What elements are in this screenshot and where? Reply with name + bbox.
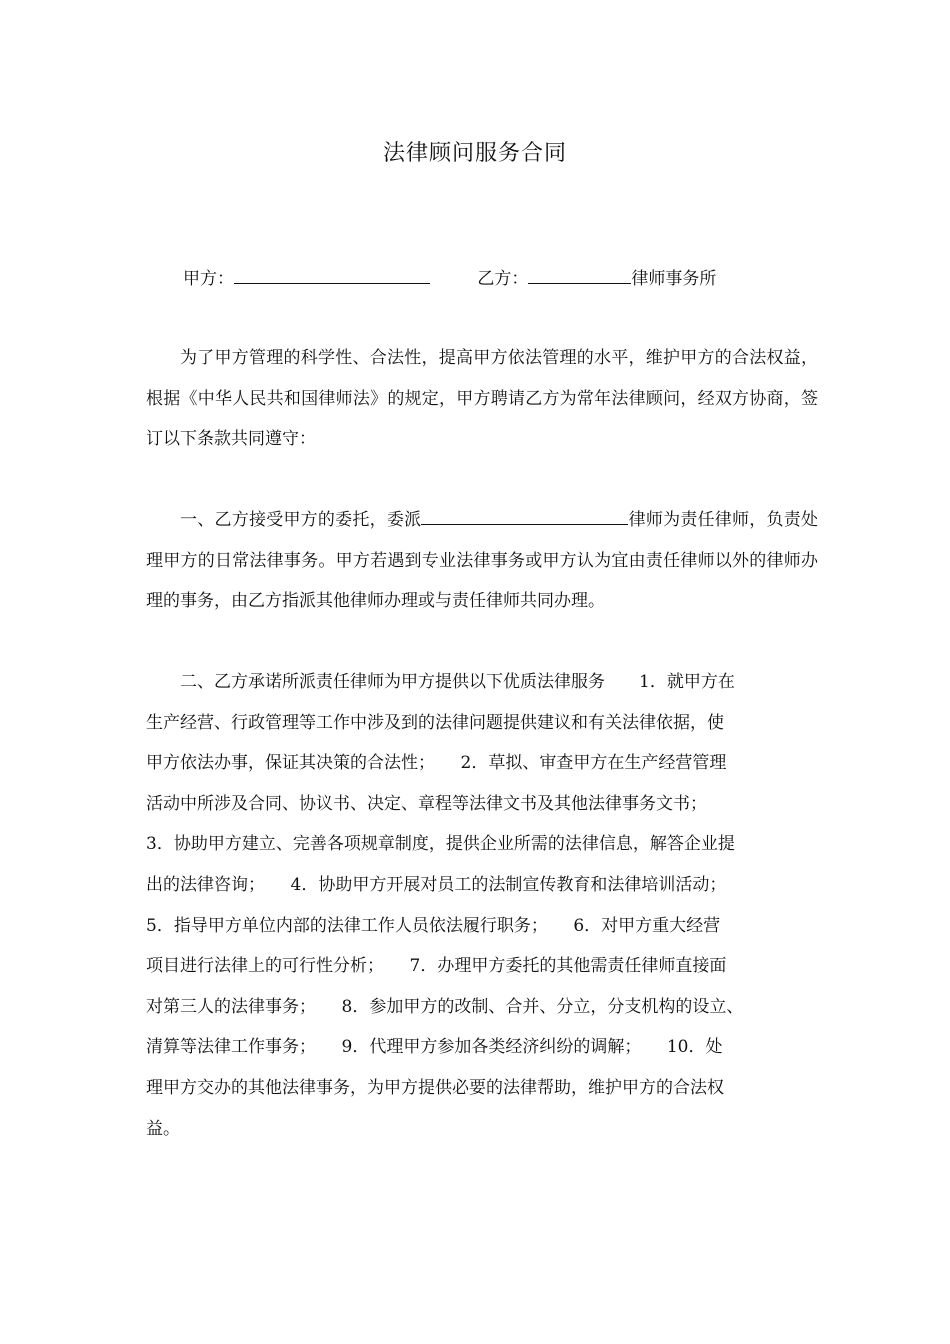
clause-2-line: 活动中所涉及合同、协议书、决定、章程等法律文书及其他法律事务文书； xyxy=(146,793,707,814)
clause-1-paragraph xyxy=(146,500,818,622)
clause-1-prefix: 一、乙方接受甲方的委托，委派 xyxy=(180,510,422,530)
clause-2-line: 生产经营、行政管理等工作中涉及到的法律问题提供建议和有关法律依据，使 xyxy=(146,712,724,733)
clause-2-line: 对第三人的法律事务； 8．参加甲方的改制、合并、分立，分支机构的设立、 xyxy=(146,996,744,1017)
document-title: 法律顾问服务合同 xyxy=(382,141,567,166)
clause-2-line: 甲方依法办事，保证其决策的合法性； 2．草拟、审查甲方在生产经营管理 xyxy=(146,753,727,774)
clause-2-line: 理甲方交办的其他法律事务，为甲方提供必要的法律帮助，维护甲方的合法权 xyxy=(146,1077,724,1098)
preamble-paragraph: 为了甲方管理的科学性、合法性，提高甲方依法管理的水平，维护甲方的合法权益，根据《中华人民共和国律师法》的规定，甲方聘请乙方为常年法律顾问，经双方协商，签订以下条款共同遵守： xyxy=(146,348,818,450)
responsible-lawyer-blank[interactable] xyxy=(421,503,628,525)
clause-2-line: 出的法律咨询； 4．协助甲方开展对员工的法制宣传教育和法律培训活动； xyxy=(146,874,727,895)
party-b-blank[interactable] xyxy=(528,262,631,284)
clause-2-line: 3．协助甲方建立、完善各项规章制度，提供企业所需的法律信息，解答企业提 xyxy=(146,834,735,855)
party-a-blank[interactable] xyxy=(234,262,430,284)
clause-2-paragraph xyxy=(146,662,818,1149)
clause-2-line: 二、乙方承诺所派责任律师为甲方提供以下优质法律服务 1．就甲方在 xyxy=(180,672,735,692)
party-a xyxy=(183,262,430,294)
clause-2-line: 清算等法律工作事务； 9．代理甲方参加各类经济纠纷的调解； 10．处 xyxy=(146,1037,723,1058)
clause-2-line: 益。 xyxy=(146,1118,180,1139)
party-b xyxy=(477,262,716,294)
party-b-label: 乙方： xyxy=(477,269,529,289)
party-a-label: 甲方： xyxy=(183,269,234,289)
clause-2-line: 5．指导甲方单位内部的法律工作人员依法履行职务； 6．对甲方重大经营 xyxy=(146,915,721,936)
clause-2-line: 项目进行法律上的可行性分析； 7．办理甲方委托的其他需责任律师直接面 xyxy=(146,956,727,977)
parties-line xyxy=(183,262,716,292)
clause-1-suffix: 律师为责任律师，负责处理甲方的日常法律事务。甲方若遇到专业法律事务或甲方认为宜由责任律师以外的律师办理的事务，由乙方指派其他律师办理或与责任律师共同办理。 xyxy=(146,510,818,612)
party-b-suffix: 律师事务所 xyxy=(631,269,717,289)
